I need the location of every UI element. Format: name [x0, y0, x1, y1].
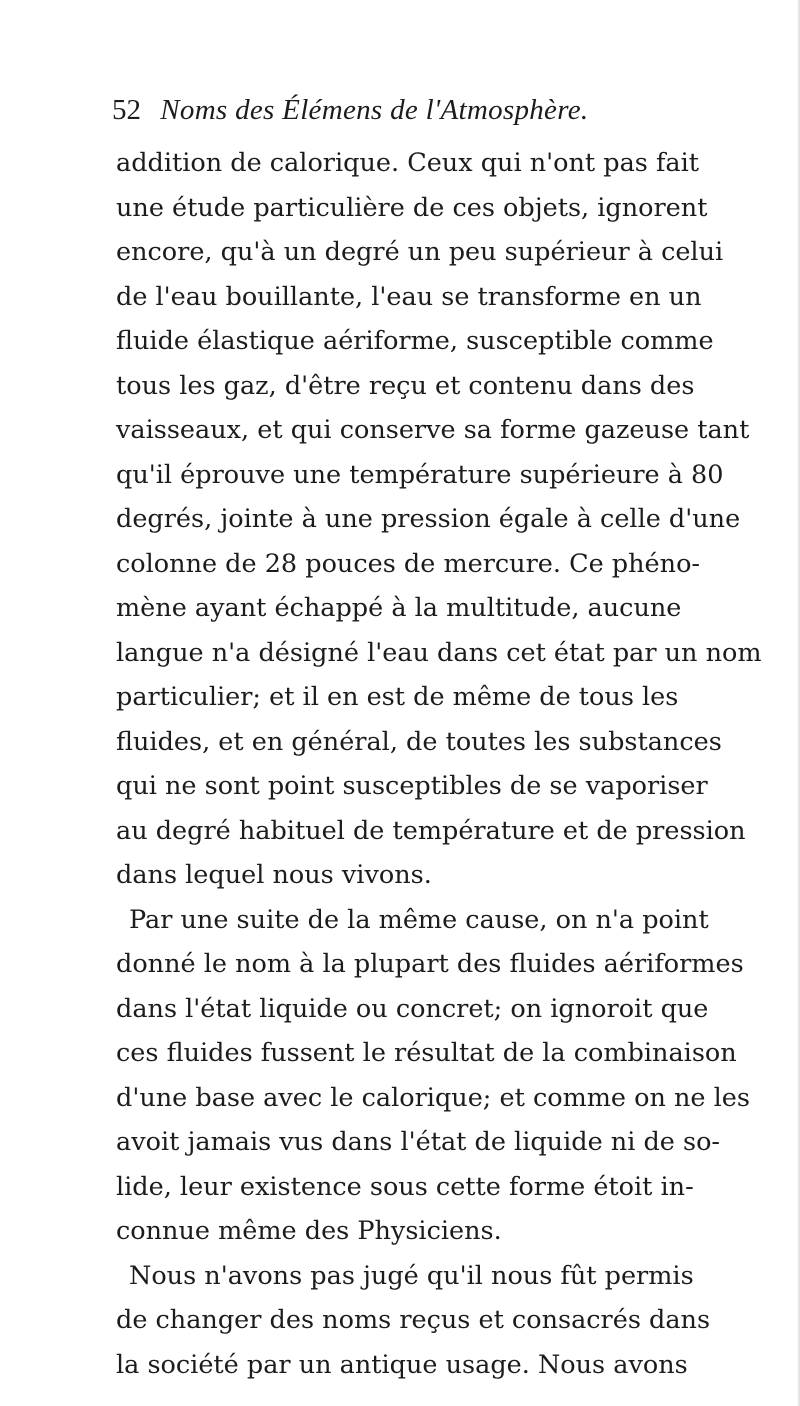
text-line: degrés, jointe à une pression égale à celle d'une [116, 504, 741, 534]
page-header [112, 94, 772, 127]
text-line: fluides, et en général, de toutes les substances [116, 726, 722, 757]
page-number: 52 [112, 94, 141, 126]
text-line: qui ne sont point susceptibles de se vaporiser [116, 771, 708, 801]
text-line: colonne de 28 pouces de mercure. Ce phéno- [116, 548, 701, 579]
text-line: mène ayant échappé à la multitude, aucune [116, 593, 682, 623]
text-line: connue même des Physiciens. [116, 1216, 502, 1246]
text-line: langue n'a désigné l'eau dans cet état par un nom [116, 637, 762, 668]
text-line: de changer des noms reçus et consacrés dans [116, 1305, 711, 1335]
text-line: particulier; et il en est de même de tous les [116, 682, 679, 712]
text-line: avoit jamais vus dans l'état de liquide ni de so- [116, 1127, 721, 1157]
text-line: lide, leur existence sous cette forme étoit in- [116, 1171, 694, 1202]
running-title: Noms des Élémens de l'Atmosphère. [160, 94, 589, 126]
text-line: qu'il éprouve une température supérieure à 80 [116, 459, 724, 490]
text-line: la société par un antique usage. Nous avons [116, 1349, 688, 1380]
text-line: ces fluides fussent le résultat de la combinaison [116, 1038, 737, 1068]
text-line: addition de calorique. Ceux qui n'ont pas fait [116, 148, 700, 178]
text-line: vaisseaux, et qui conserve sa forme gazeuse tant [116, 415, 750, 445]
text-line: donné le nom à la plupart des fluides aériformes [116, 949, 744, 979]
text-line: tous les gaz, d'être reçu et contenu dans des [116, 370, 695, 401]
text-line: fluide élastique aériforme, susceptible comme [116, 326, 714, 356]
body-text [116, 141, 780, 1387]
text-line: une étude particulière de ces objets, ignorent [116, 192, 708, 223]
text-line: de l'eau bouillante, l'eau se transforme en un [116, 281, 702, 312]
text-line: au degré habituel de température et de pression [116, 815, 746, 846]
text-line: d'une base avec le calorique; et comme on ne les [116, 1082, 750, 1113]
text-line: dans l'état liquide ou concret; on ignoroit que [116, 993, 709, 1024]
text-line: encore, qu'à un degré un peu supérieur à celui [116, 237, 724, 267]
text-line: Nous n'avons pas jugé qu'il nous fût permis [129, 1260, 694, 1291]
text-line: dans lequel nous vivons. [116, 860, 432, 890]
text-line: Par une suite de la même cause, on n'a point [129, 904, 709, 935]
